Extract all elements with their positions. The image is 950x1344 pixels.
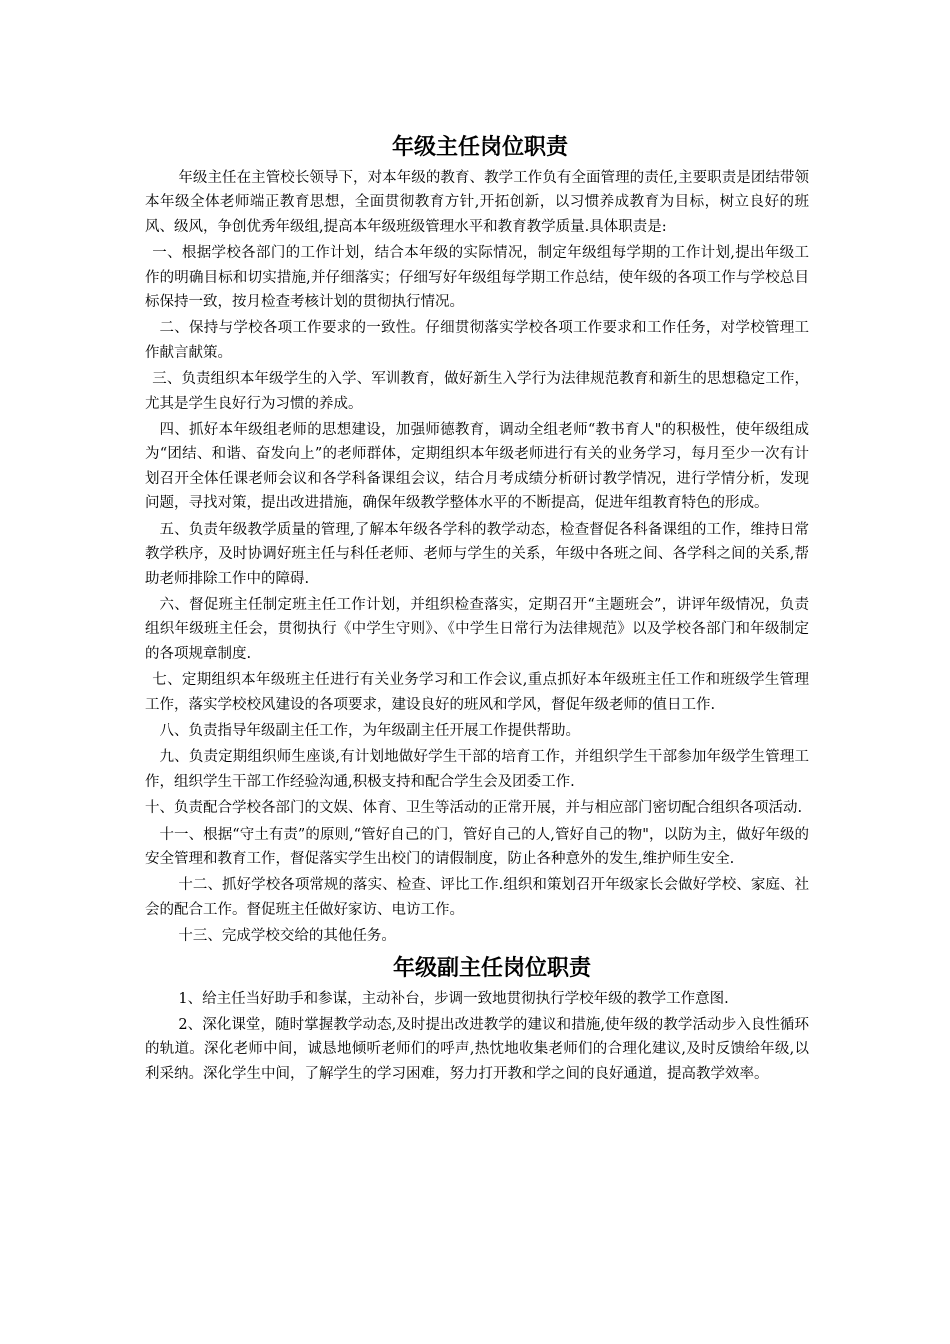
duty-item-9: 九、负责定期组织师生座谈,有计划地做好学生干部的培育工作，并组织学生干部参加年级学生管理工作，组织学生干部工作经验沟通,积极支持和配合学生会及团委工作. bbox=[145, 749, 809, 790]
duty-item-12: 十二、抓好学校各项常规的落实、检查、评比工作.组织和策划召开年级家长会做好学校、家庭、社会的配合工作。督促班主任做好家访、电访工作。 bbox=[145, 877, 809, 918]
duty-item-2: 二、保持与学校各项工作要求的一致性。仔细贯彻落实学校各项工作要求和工作任务，对学校管理工作献言献策。 bbox=[145, 320, 809, 361]
duty-item-8: 八、负责指导年级副主任工作，为年级副主任开展工作提供帮助。 bbox=[159, 722, 580, 739]
duty-item-4: 四、抓好本年级组老师的思想建设，加强师德教育，调动全组老师“教书育人"的积极性，使年级组成为“团结、和谐、奋发向上”的老师群体，定期组织本年级老师进行有关的业务学习，每月至少一次有计划召开全体任课老师会议和各学科备课组会议，结合月考成绩分析研讨教学情况，进行学情分析，发现问题，寻找对策，提出改进措施，确保年级教学整体水平的不断提高，促进年组教育特色的形成。 bbox=[145, 422, 809, 512]
deputy-item-1: 1、给主任当好助手和参谋，主动补台，步调一致地贯彻执行学校年级的教学工作意图. bbox=[178, 990, 729, 1007]
deputy-item-2: 2、深化课堂，随时掌握教学动态,及时提出改进教学的建议和措施,使年级的教学活动步入良性循环的轨道。深化老师中间，诚恳地倾听老师们的呼声,热忱地收集老师们的合理化建议,及时反馈给年级,以利采纳。深化学生中间，了解学生的学习困难，努力打开教和学之间的良好通道，提高教学效率。 bbox=[145, 1017, 809, 1082]
duty-item-5: 五、负责年级教学质量的管理,了解本年级各学科的教学动态，检查督促各科备课组的工作，维持日常教学秩序，及时协调好班主任与科任老师、老师与学生的关系，年级中各班之间、各学科之间的关系,帮助老师排除工作中的障碍. bbox=[145, 521, 809, 587]
section-title-deputy: 年级副主任岗位职责 bbox=[392, 955, 591, 981]
intro-paragraph: 年级主任在主管校长领导下，对本年级的教育、教学工作负有全面管理的责任,主要职责是团结带领本年级全体老师端正教育思想，全面贯彻教育方针,开拓创新，以习惯养成教育为目标，树立良好的班风、级风，争创优秀年级组,提高本年级班级管理水平和教育教学质量.具体职责是: bbox=[145, 170, 809, 235]
duty-item-3: 三、负责组织本年级学生的入学、军训教育，做好新生入学行为法律规范教育和新生的思想稳定工作，尤其是学生良好行为习惯的养成。 bbox=[145, 371, 809, 412]
document-title: 年级主任岗位职责 bbox=[391, 135, 568, 160]
duty-item-13: 十三、完成学校交给的其他任务。 bbox=[178, 928, 396, 945]
document-page bbox=[145, 130, 809, 1088]
duty-item-6: 六、督促班主任制定班主任工作计划，并组织检查落实，定期召开“主题班会”，讲评年级情况，负责组织年级班主任会，贯彻执行《中学生守则》、《中学生日常行为法律规范》以及学校各部门和年级制定的各项规章制度. bbox=[145, 596, 809, 662]
duty-item-10: 十、负责配合学校各部门的文娱、体育、卫生等活动的正常开展，并与相应部门密切配合组织各项活动. bbox=[145, 800, 803, 817]
duty-item-11: 十一、根据“守土有责”的原则,“管好自己的门，管好自己的人,管好自己的物"，以防为主，做好年级的安全管理和教育工作，督促落实学生出校门的请假制度，防止各种意外的发生,维护师生安全. bbox=[145, 826, 809, 867]
duty-item-7: 七、定期组织本年级班主任进行有关业务学习和工作会议,重点抓好本年级班主任工作和班级学生管理工作，落实学校校风建设的各项要求，建设良好的班风和学风，督促年级老师的值日工作. bbox=[145, 672, 809, 713]
duty-item-1: 一、根据学校各部门的工作计划，结合本年级的实际情况，制定年级组每学期的工作计划,提出年级工作的明确目标和切实措施,并仔细落实；仔细写好年级组每学期工作总结，使年级的各项工作与学校总目标保持一致，按月检查考核计划的贯彻执行情况。 bbox=[145, 245, 809, 311]
